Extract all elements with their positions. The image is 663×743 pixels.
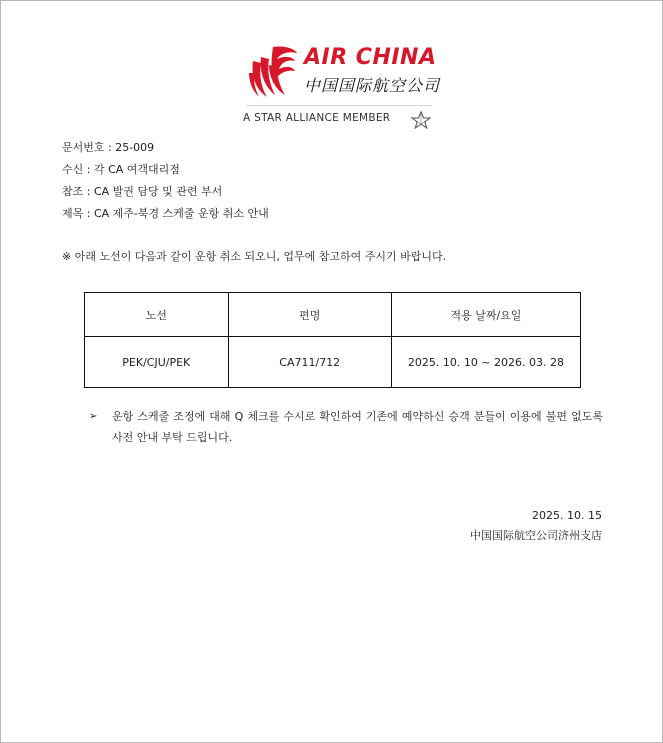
schedule-table: [84, 292, 581, 388]
header-flight: 편명: [228, 293, 391, 337]
cell-route: PEK/CJU/PEK: [85, 337, 229, 388]
issuer-org: 中国国际航空公司济州支店: [470, 529, 602, 542]
bullet-paragraph: [89, 406, 603, 448]
phoenix-logo-icon: [243, 43, 299, 101]
reference: 참조 : CA 발권 담당 및 관련 부서: [62, 185, 223, 198]
cell-flight: CA711/712: [228, 337, 391, 388]
arrow-bullet-icon: ➢: [89, 411, 98, 422]
subject: 제목 : CA 제주-북경 스케줄 운항 취소 안내: [62, 207, 269, 220]
star-alliance-icon: [409, 111, 433, 129]
memo-header: [62, 137, 269, 225]
cell-period: 2025. 10. 10 ~ 2026. 03. 28: [391, 337, 580, 388]
notice-text: ※ 아래 노선이 다음과 같이 운항 취소 되오니, 업무에 참고하여 주시기 바랍니다.: [62, 250, 447, 263]
header-route: 노선: [85, 293, 229, 337]
air-china-logo: [239, 41, 439, 136]
header-period: 적용 날짜/요일: [391, 293, 580, 337]
signature-block: [470, 506, 602, 546]
table-header-row: [85, 293, 581, 337]
table-row: [85, 337, 581, 388]
logo-divider: [247, 105, 431, 106]
alliance-text: A STAR ALLIANCE MEMBER: [243, 112, 391, 124]
issue-date: 2025. 10. 15: [532, 509, 602, 522]
logo-name-cn: 中国国际航空公司: [304, 76, 441, 95]
recipient: 수신 : 각 CA 여객대리점: [62, 163, 180, 176]
logo-name-en: AIR CHINA: [304, 45, 437, 70]
doc-number: 문서번호 : 25-009: [62, 141, 155, 154]
bullet-text: 운항 스케줄 조정에 대해 Q 체크를 수시로 확인하여 기존에 예약하신 승객 분들이 이용에 불편 없도록 사전 안내 부탁 드립니다.: [112, 410, 603, 444]
